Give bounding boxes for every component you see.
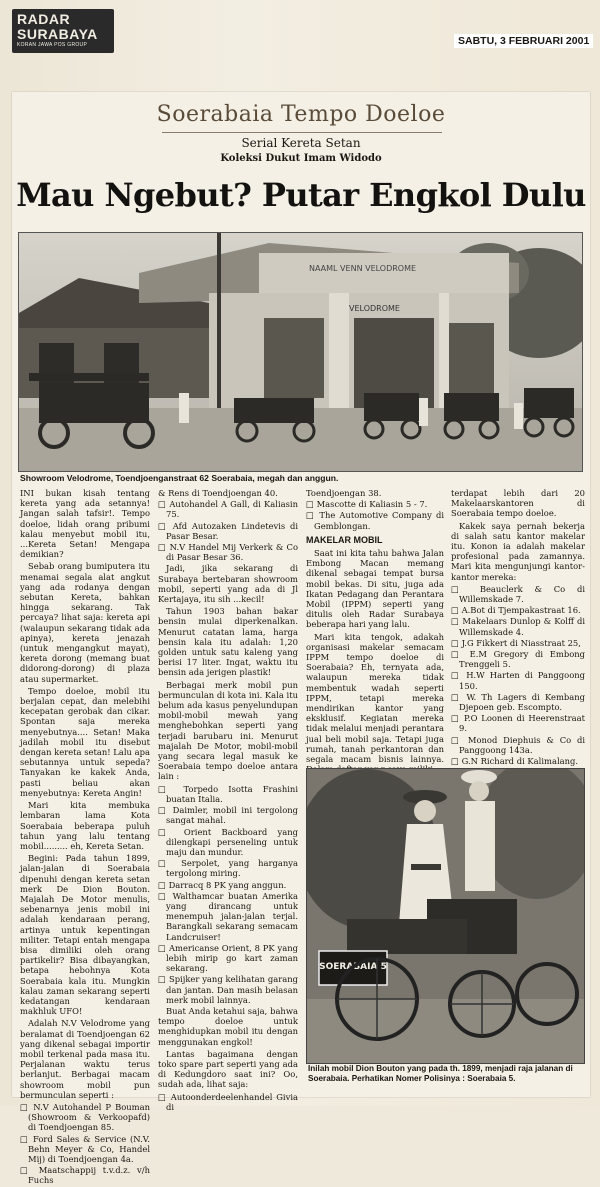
paragraph: Tempo doeloe, mobil itu berjalan cepat, dan melebihi kecepatan gerobak dan cikar. Spontan saja mereka menyebutnya.... Setan! Maka jadilah mobil itu disebut dengan kereta setan! Lalu apa sebutannya untuk sepeda? Tanyakan ke kakek Anda, pasti beliau akan menyebutnya: Kereta Angin! [20,685,150,798]
paragraph: Berbagai merk mobil pun bermunculan di kota ini. Kala itu belum ada kasus penyelundupan mobil-mobil mewah yang menghebohkan seperti yang terjadi barubaru ini. Menurut majalah De Motor, mobil-mobil yang secara legal masuk ke Soerabaia tempo doeloe antara lain : [158,679,298,782]
list-item: □ Walthamcar buatan Amerika yang dirancang untuk menempuh jalan-jalan terjal. Barangkali sekarang semacam Landcruiser! [158,890,298,942]
paragraph: Kakek saya pernah bekerja di salah satu kantor makelar itu. Konon ia adalah makelar profesional pada zamannya. Mari kita mengunjungi kantor-kantor mereka: [451,520,585,582]
list-item: □ The Automotive Company di Gemblongan. [306,510,444,531]
paragraph: Saat ini kita tahu bahwa Jalan Embong Macan memang dikenal sebagai tempat bursa mobil bekas. Di situ, juga ada Ikatan Pedagang dan Perantara Mobil (IPPM) seperti yang ditulis oleh Radar Surabaya beberapa hari yang lalu. [306,548,444,630]
list-item: □ N.V Handel Mij Verkerk & Co di Pasar Besar 36. [158,542,298,563]
building-sign-top: NAAML VENN VELODROME [309,264,417,273]
paragraph: Buat Anda ketahui saja, bahwa tempo doeloe untuk menghidupkan mobil itu dengan menggunakan engkol! [158,1005,298,1047]
section-heading: MAKELAR MOBIL [306,534,383,545]
list-item: □ Afd Autozaken Lindetevis di Pasar Besar. [158,520,298,541]
logo-tagline: KORAN JAWA POS GROUP [17,42,88,48]
paragraph: terdapat lebih dari 20 Makelaarskantoren di Soerabaia tempo doeloe. [451,488,585,519]
logo-line-1: RADAR [17,11,71,27]
paragraph: INI bukan kisah tentang kereta yang ada setannya! Jangan salah tafsir!. Tempo doeloe, lidah orang pribumi kalau menyebut mobil itu, ...Kereta Setan! Mengapa demikian? [20,488,150,560]
paragraph: Jadi, jika sekarang di Surabaya bertebaran showroom mobil, seperti yang ada di Jl Kertajaya, itu sih ...kecil! [158,563,298,605]
list-item: □ Ford Sales & Service (N.V. Behn Meyer & Co, Handel Mij) di Toendjoengan 4a. [20,1133,150,1164]
list-item: □ Autohandel A Gall, di Kaliasin 75. [158,499,298,520]
headline: Mau Ngebut? Putar Engkol Dulu [16,176,586,214]
list-item: □ N.V Autohandel P Bouman (Showroom & Verkoopafd) di Toendjoengan 85. [20,1101,151,1133]
list-item: Toendjoengan 38. [306,488,382,498]
publication-date: SABTU, 3 FEBRUARI 2001 [454,34,593,48]
list-item: □ J.G Fikkert di Niasstraat 25, [451,637,581,648]
article-column-4 [451,488,585,800]
photo-credit: Koleksi Dukut Imam Widodo [220,153,382,164]
building-sign-velodrome: VELODROME [349,304,400,313]
list-item: □ Makelaars Dunlop & Kolff di Willemskade 4. [451,616,586,637]
dion-bouton-photo [306,768,585,1064]
paragraph: Sebab orang bumiputera itu menamai segala alat angkut yang ada rodanya dengan sebutan Kereta, bahkan hingga sekarang. Tak percaya? lihat saja: kereta api (walaupun sekarang tidak ada apinya), kereta jenazah (untuk mengangkut mayat), kereta dorong (memang buat didorong-dorong) di plaza atau supermarket. [20,561,150,684]
article-clipping [12,92,590,1186]
rubric-title: Soerabaia Tempo Doeloe [156,102,446,127]
paragraph: Tahun 1903 bahan bakar bensin mulai diperkenalkan. Menurut catatan lama, harga bensin kala itu adalah: 1,20 golden untuk satu kaleng yang berisi 17 liter. Ingat, waktu itu bensin ada jerigen plastik! [158,606,298,678]
list-item: □ Monod Diephuis & Co di Panggoong 143a. [451,734,585,755]
list-item: □ Torpedo Isotta Frashini buatan Italia. [158,783,298,804]
list-item: □ P.O Loonen di Heerenstraat 9. [451,713,586,734]
paragraph: Mari kita membuka lembaran lama Kota Soerabaia beberapa puluh tahun yang lalu tentang mobil......... eh, Kereta Setan. [20,800,150,851]
rubric-divider [162,132,442,133]
list-item: □ W. Th Lagers di Kembang Djepoen geb. Escompto. [451,691,586,713]
showroom-photo-drawing [19,233,582,471]
list-item: □ G.N Richard di Kalimalang. [451,756,579,767]
number-plate-text: SOERABAIA 5 [319,962,387,972]
showroom-photo [18,232,583,472]
article-column-2 [158,488,298,1113]
list-item: □ Darracq 8 PK yang anggun. [158,879,287,890]
paragraph: Adalah N.V Velodrome yang beralamat di Toendjoengan 62 yang dikenal sebagai importir mobil terkenal pada masa itu. Perjalanan waktu terus berlanjut. Berbagai macam showroom mobil pun bermunculan seperti : [20,1018,150,1100]
list-item: □ E.M Gregory di Embong Trenggeli 5. [451,649,585,670]
list-item: □ H.W Harten di Panggoong 150. [451,670,585,691]
article-column-1 [20,488,150,1187]
series-title: Serial Kereta Setan [241,136,361,150]
list-item: □ Autoonderdeelenhandel Givia di [158,1091,299,1112]
dion-bouton-photo-caption: Inilah mobil Dion Bouton yang pada th. 1899, menjadi raja jalanan di Soerabaia. Perhatikan Nomer Polisinya : Soerabaia 5. [308,1064,573,1083]
list-item: □ Daimler, mobil ini tergolong sangat mahal. [158,805,298,826]
article-column-3 [306,488,444,776]
list-item: □ Mascotte di Kaliasin 5 - 7. [306,499,428,510]
list-item: & Rens di Toendjoengan 40. [158,488,278,498]
dion-bouton-photo-drawing [307,769,584,1063]
paragraph: Mari kita tengok, adakah organisasi makelar semacam IPPM tempo doeloe di Soerabaia? Eh, ternyata ada, walaupun mereka tidak membentuk wadah seperti IPPM, tetapi mereka mendirikan kantor yang eksklusif. Kegiatan mereka tidak melalui menjadi perantara jual beli mobil saja. Tetapi juga rumah, tanah perkantoran dan segala macam bisnis lainnya. [306,631,444,765]
list-item: □ Americanse Orient, 8 PK yang lebih mirip go kart zaman sekarang. [158,942,299,974]
list-item: □ Serpolet, yang harganya tergolong miring. [158,858,299,879]
list-item: □ Maatschappij t.v.d.z. v/h Fuchs [20,1165,150,1186]
list-item: □ Orient Backboard yang dilengkapi perseneling untuk maju dan mundur. [158,826,298,857]
list-item: □ A.Bot di Tjempakastraat 16. [451,605,581,616]
paragraph: Lantas bagaimana dengan toko spare part seperti yang ada di Kedungdoro saat ini? Oo, sudah ada, lihat saja: [158,1048,298,1090]
list-item: □ Beauclerk & Co di Willemskade 7. [451,583,585,605]
newspaper-logo [12,9,114,53]
paragraph: Begini: Pada tahun 1899, jalan-jalan di Soerabaia dipenuhi dengan kereta setan merk De Dion Bouton. Majalah De Motor menulis, sebenarnya jenis mobil ini adalah kendaraan perang, artinya untuk kepentingan militer. Tetapi entah mengapa bisa dimiliki oleh orang partikelir? Bisa dibayangkan, betapa hebohnya Kota Soerabaia kala itu. Mungkin kalau zaman sekarang seperti kedatangan kendaraan makhluk UFO! [20,853,150,1017]
list-item: □ Spijker yang kelihatan garang dan jantan. Dan masih belasan merk mobil lainnya. [158,974,299,1005]
logo-line-2: SURABAYA [17,26,98,42]
showroom-photo-caption: Showroom Velodrome, Toendjoenganstraat 62 Soerabaia, megah dan anggun. [20,473,339,483]
